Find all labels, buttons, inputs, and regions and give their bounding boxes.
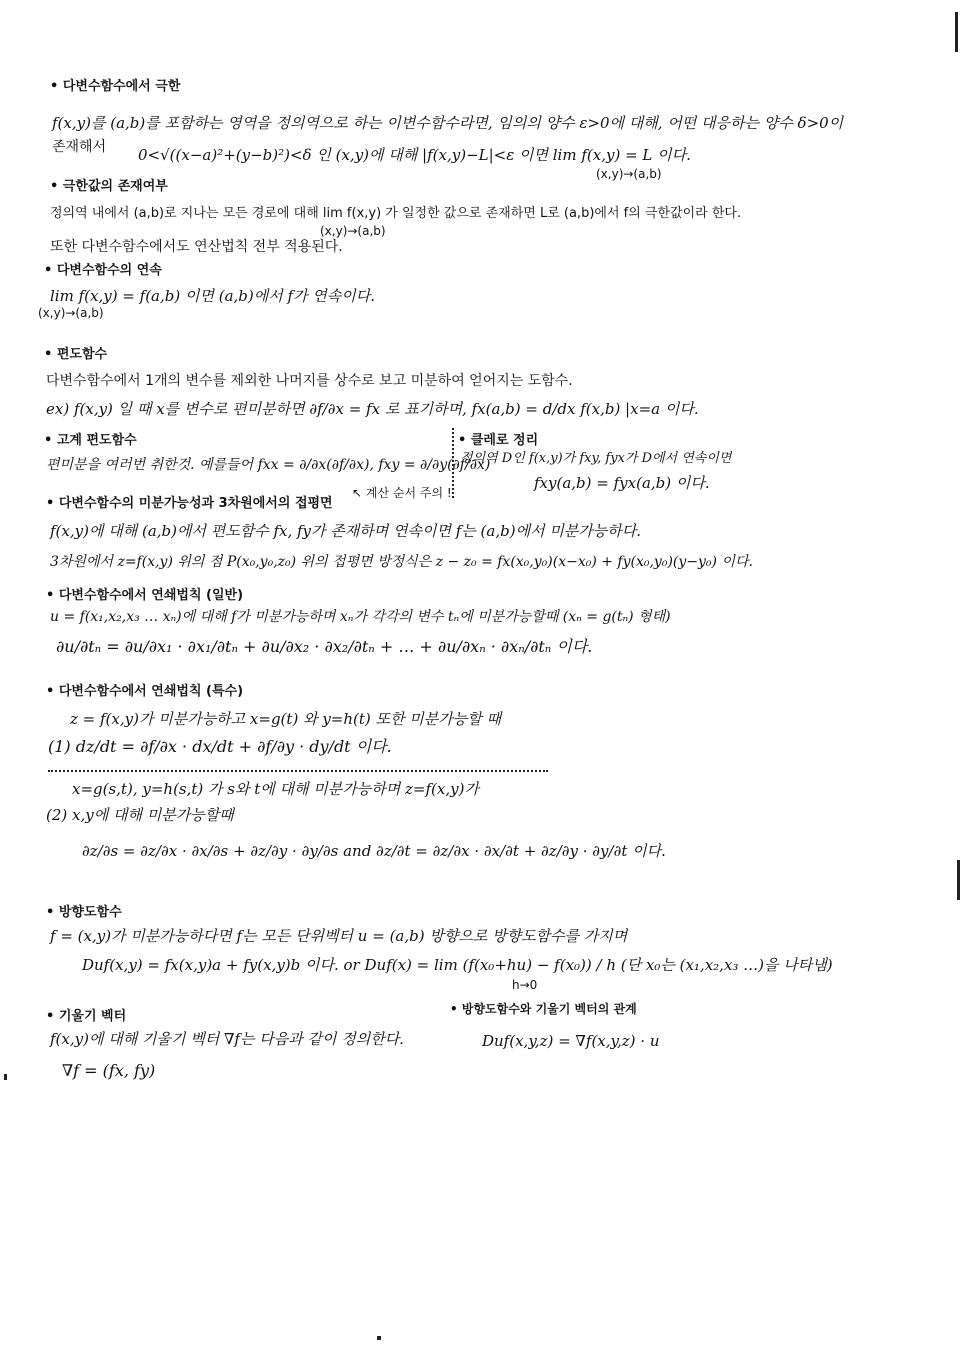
limit-existence-subscript: (x,y)→(a,b)	[320, 224, 386, 238]
chain-rule-divider	[48, 770, 548, 772]
limit-existence-line-1: 정의역 내에서 (a,b)로 지나는 모든 경로에 대해 lim f(x,y) 가 일정한 값으로 존재하면 L로 (a,b)에서 f의 극한값이라 한다.	[50, 206, 742, 221]
continuity-line: lim f(x,y) = f(a,b) 이면 (a,b)에서 f가 연속이다.	[50, 287, 376, 305]
continuity-subscript: (x,y)→(a,b)	[38, 306, 104, 320]
higher-partials-line: 편미분을 여러번 취한것. 예를들어 fxx = ∂/∂x(∂f/∂x), fxy = ∂/∂y(∂f/∂x)	[46, 457, 491, 473]
directional-derivative-subscript: h→0	[512, 978, 538, 992]
scan-edge-mark-left	[4, 1074, 7, 1080]
order-caution-note: ↖ 계산 순서 주의 !	[352, 486, 452, 500]
section-title-differentiability: • 다변수함수의 미분가능성과 3차원에서의 접평면	[46, 496, 333, 511]
limit-definition-line-2a: 존재해서	[52, 139, 107, 155]
section-title-gradient: • 기울기 벡터	[46, 1009, 127, 1024]
scan-edge-mark-top	[955, 12, 958, 52]
gradient-relation-formula: Duf(x,y,z) = ∇f(x,y,z) · u	[482, 1032, 660, 1050]
section-title-continuity: • 다변수함수의 연속	[44, 263, 162, 278]
gradient-relation-title: • 방향도함수와 기울기 벡터의 관계	[450, 1002, 637, 1016]
clairaut-title: • 클레로 정리	[458, 433, 539, 448]
chain-rule-general-line-1: u = f(x₁,x₂,x₃ … xₙ)에 대해 f가 미분가능하며 xₙ가 각각의 변수 tₙ에 미분가능할때 (xₙ = g(tₙ) 형태)	[50, 609, 671, 625]
chain-rule-special-case-2: ∂z/∂s = ∂z/∂x · ∂x/∂s + ∂z/∂y · ∂y/∂s and ∂z/∂t = ∂z/∂x · ∂x/∂t + ∂z/∂y · ∂y/∂t 이다.	[82, 842, 666, 860]
chain-rule-special-line-4: (2) x,y에 대해 미분가능할때	[46, 806, 234, 824]
section-title-limit: • 다변수함수에서 극한	[50, 79, 181, 94]
chain-rule-special-line-3: x=g(s,t), y=h(s,t) 가 s와 t에 대해 미분가능하며 z=f(x,y)가	[72, 780, 479, 798]
partial-derivative-line-1: 다변수함수에서 1개의 변수를 제외한 나머지를 상수로 보고 미분하여 얻어지는 도함수.	[46, 373, 573, 389]
differentiability-line-1: f(x,y)에 대해 (a,b)에서 편도함수 fx, fy가 존재하며 연속이면 f는 (a,b)에서 미분가능하다.	[50, 522, 642, 540]
limit-definition-line-2b: 0<√((x−a)²+(y−b)²)<δ 인 (x,y)에 대해 |f(x,y)−L|<ε 이면 lim f(x,y) = L 이다.	[138, 146, 691, 164]
section-title-higher-partials: • 고계 편도함수	[44, 433, 137, 448]
gradient-definition-line: f(x,y)에 대해 기울기 벡터 ∇f는 다음과 같이 정의한다.	[50, 1030, 404, 1048]
tangent-plane-line: 3차원에서 z=f(x,y) 위의 점 P(x₀,y₀,z₀) 위의 접평면 방정식은 z − z₀ = fx(x₀,y₀)(x−x₀) + fy(x₀,y₀)(y−y₀) 이다.	[50, 554, 753, 570]
clairaut-divider	[452, 428, 454, 498]
partial-derivative-line-2: ex) f(x,y) 일 때 x를 변수로 편미분하면 ∂f/∂x = fx 로 표기하며, fx(a,b) = d/dx f(x,b) |x=a 이다.	[46, 400, 699, 418]
limit-subscript: (x,y)→(a,b)	[596, 167, 662, 181]
chain-rule-special-case-1: (1) dz/dt = ∂f/∂x · dx/dt + ∂f/∂y · dy/dt 이다.	[48, 737, 392, 756]
scan-edge-mark-bottom	[377, 1336, 381, 1340]
gradient-vector-formula: ∇f = (fx, fy)	[62, 1061, 156, 1080]
limit-existence-line-2: 또한 다변수함수에서도 연산법칙 전부 적용된다.	[50, 239, 343, 255]
directional-derivative-formula: Duf(x,y) = fx(x,y)a + fy(x,y)b 이다. or Duf(x) = lim (f(x₀+hu) − f(x₀)) / h (단 x₀는 (x₁,x₂,x₃ …)을 나타냄)	[82, 956, 833, 974]
limit-definition-line-1: f(x,y)를 (a,b)를 포함하는 영역을 정의역으로 하는 이변수함수라면, 임의의 양수 ε>0에 대해, 어떤 대응하는 양수 δ>0이	[52, 114, 844, 132]
chain-rule-special-line-1: z = f(x,y)가 미분가능하고 x=g(t) 와 y=h(t) 또한 미분가능할 때	[70, 710, 501, 728]
scan-edge-mark-right	[957, 860, 960, 900]
section-title-directional-derivative: • 방향도함수	[46, 905, 122, 920]
clairaut-line-2: fxy(a,b) = fyx(a,b) 이다.	[534, 474, 710, 492]
section-title-chain-rule-special: • 다변수함수에서 연쇄법칙 (특수)	[46, 684, 244, 699]
directional-derivative-line-1: f = (x,y)가 미분가능하다면 f는 모든 단위벡터 u = (a,b) 방향으로 방향도함수를 가지며	[50, 927, 628, 945]
chain-rule-general-formula: ∂u/∂tₙ = ∂u/∂x₁ · ∂x₁/∂tₙ + ∂u/∂x₂ · ∂x₂/∂tₙ + … + ∂u/∂xₙ · ∂xₙ/∂tₙ 이다.	[56, 637, 593, 656]
section-title-chain-rule-general: • 다변수함수에서 연쇄법칙 (일반)	[46, 588, 244, 603]
section-title-partial-derivative: • 편도함수	[44, 347, 108, 362]
section-title-limit-existence: • 극한값의 존재여부	[50, 179, 168, 194]
clairaut-line-1: 정의역 D인 f(x,y)가 fxy, fyx가 D에서 연속이면	[460, 451, 732, 466]
